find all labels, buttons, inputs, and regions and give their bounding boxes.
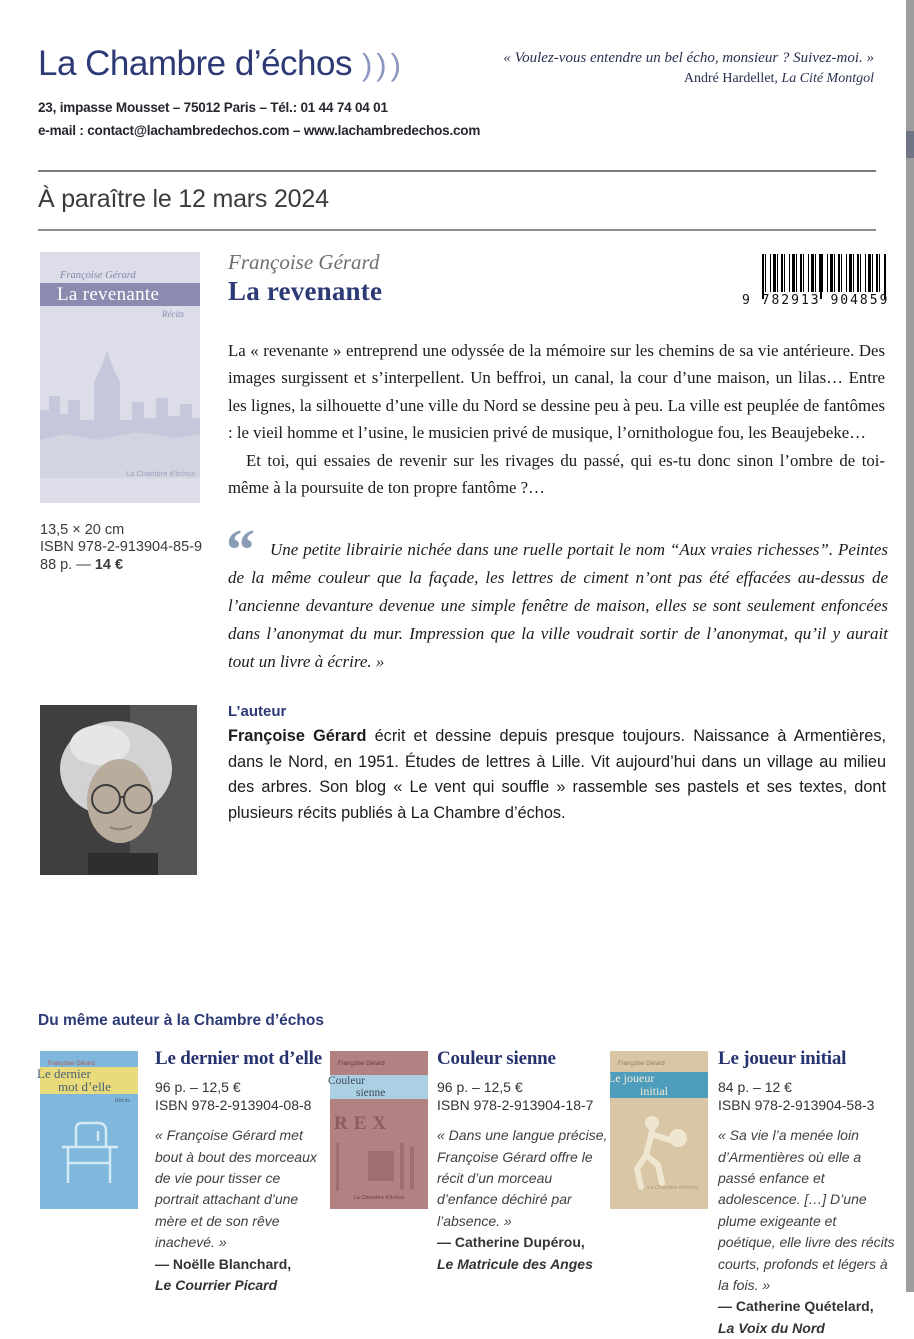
divider-bottom (38, 229, 876, 231)
author-portrait-illustration (40, 705, 197, 875)
backlist-publication: Le Courrier Picard (155, 1277, 278, 1294)
backlist-isbn: ISBN 978-2-913904-08-8 (155, 1096, 312, 1113)
backlist-reviewer: — Catherine Dupérou, (437, 1234, 585, 1251)
epigraph (354, 50, 874, 87)
description-paragraph-1: La « revenante » entreprend une odyssée de la mémoire sur les chemins de sa vie antérieure. Des images surgissent et s’interpellent. Un beffroi, un canal, la cour d’une maison, un lilas… Entre les lignes, la silhouette d’une ville du Nord se dessine peu à peu. La ville est peuplée de fantômes : le vieil homme et l’usine, le musicien privé de musique, l’ornithologue fou, les Beaujebeke… (228, 341, 885, 443)
backlist-pages-price: 96 p. – 12,5 € (437, 1079, 523, 1095)
book-format: 13,5 × 20 cm (40, 522, 125, 538)
publisher-logo (38, 44, 405, 84)
author-bio: Françoise Gérard écrit et dessine depuis presque toujours. Naissance à Armentières, dans le Nord, en 1951. Études de lettres à Lille. Vit aujourd’hui dans un village au milieu des arbres. Son blog « Le vent qui souffle » rassemble ses pastels et ses textes, dont plusieurs récits publiés à La Chambre d’échos. (228, 727, 886, 822)
cover-title-band: Couleur sienne (330, 1075, 428, 1099)
building-sketch (336, 1143, 339, 1191)
cover-author-name: Françoise Gérard (60, 270, 136, 281)
cover-title-band: Le joueur initial (610, 1072, 708, 1098)
book-pages-price: 88 p. — 14 € (40, 556, 124, 573)
cover-author-name: Françoise Gérard (338, 1061, 385, 1067)
publisher-contact-links[interactable]: e-mail : contact@lachambredechos.com – www.lachambredechos.com (38, 123, 481, 138)
barcode-number: 9 782913 904859 (742, 293, 890, 308)
author-photo (40, 705, 197, 875)
publisher-logo-text: La Chambre d’échos (38, 44, 352, 83)
open-quote-icon: “ (226, 517, 255, 582)
backlist-publication: La Voix du Nord (718, 1319, 825, 1336)
backlist-review-quote: « Françoise Gérard met bout à bout des morceaux de vie pour tisser ce portrait attachant d’une mère et de son rêve inachevé. » (155, 1127, 317, 1251)
backlist-cover-couleur-sienne (330, 1051, 428, 1209)
book-isbn: ISBN 978-2-913904-85-9 (40, 539, 203, 556)
backlist-title: Le joueur initial (718, 1048, 847, 1069)
cover-cityscape-illustration (40, 348, 200, 478)
backlist-review-quote: « Sa vie l’a menée loin d’Armentières où elle a passé enfance et adolescence. […] D’une plume exigeante et poétique, elle livre des récits courts, profonds et légers à la fois. » (718, 1127, 895, 1294)
cover-publisher: La Chambre d’échos (126, 469, 196, 478)
epigraph-attribution: André Hardellet, La Cité Montgol (683, 71, 874, 86)
cover-publisher: La Chambre d’échos (353, 1195, 405, 1201)
building-sketch (400, 1143, 404, 1189)
epigraph-quote: « Voulez-vous entendre un bel écho, monsieur ? Suivez-moi. » (503, 50, 874, 66)
backlist-reviewer: — Noëlle Blanchard, (155, 1255, 292, 1272)
divider-top (38, 170, 876, 172)
building-sketch (410, 1147, 414, 1189)
cover-author-name: Françoise Gérard (48, 1061, 95, 1067)
cover-title-band: Le dernier mot d’elle (40, 1067, 138, 1094)
cover-genre: Récits (114, 1098, 130, 1104)
backlist-entry-couleur-sienne (330, 1048, 622, 1292)
author-bio-name: Françoise Gérard (228, 727, 367, 745)
release-date-heading: À paraître le 12 mars 2024 (38, 185, 329, 213)
ean-barcode (742, 252, 892, 308)
cover-title: La revenante (57, 284, 160, 305)
backlist-pages-price: 84 p. – 12 € (718, 1079, 792, 1095)
cover-genre: Récits (162, 309, 184, 319)
backlist-isbn: ISBN 978-2-913904-18-7 (437, 1096, 594, 1113)
backlist-title: Couleur sienne (437, 1048, 556, 1069)
book-specs (40, 522, 202, 574)
backlist-entry-le-joueur-initial (608, 1048, 902, 1336)
sewing-machine-illustration (54, 1113, 126, 1193)
cover-title-band (40, 283, 200, 306)
book-description (228, 337, 885, 501)
book-excerpt: Une petite librairie nichée dans une ruelle portait le nom “Aux vraies richesses”. Peintes de la même couleur que la façade, les lettres de ciment n’ont pas été effacées au-dessus de l’ancienne devanture devenue une simple fenêtre de maison, elles se sont seulement enfoncées dans l’anonymat du mur. Impression que la ville voudrait sortir de l’anonymat, qu’il y aurait tout un livre à écrire. » (228, 540, 888, 671)
backlist-heading: Du même auteur à la Chambre d’échos (38, 1012, 324, 1029)
book-title: La revenante (228, 276, 383, 306)
cover-publisher: La Chambre d’échos (647, 1185, 698, 1191)
scrollbar-thumb[interactable] (906, 131, 914, 158)
rex-cinema-sign: REX (334, 1113, 393, 1134)
building-sketch (368, 1151, 394, 1181)
backlist-publication: Le Matricule des Anges (437, 1255, 593, 1272)
backlist-reviewer: — Catherine Quételard, (718, 1298, 874, 1315)
backlist-isbn: ISBN 978-2-913904-58-3 (718, 1096, 875, 1113)
author-section-heading: L’auteur (228, 703, 287, 720)
book-author: Françoise Gérard (228, 250, 380, 274)
description-paragraph-2: Et toi, qui essaies de revenir sur les rivages du passé, qui es-tu donc sinon l’ombre de toi-même à la poursuite de ton propre fantôme ?… (228, 450, 885, 498)
window-edge-scrollbar[interactable] (906, 0, 914, 1292)
backlist-cover-le-joueur-initial (610, 1051, 708, 1209)
publisher-address: 23, impasse Mousset – 75012 Paris – Tél.: 01 44 74 04 01 (38, 100, 388, 115)
backlist-cover-le-dernier-mot-delle (37, 1051, 138, 1209)
echo-waves-icon: ))) (361, 47, 405, 82)
backlist-review-quote: « Dans une langue précise, Françoise Gérard offre le récit d’un morceau d’enfance déchiré par l’absence. » (437, 1127, 608, 1229)
epigraph-work-title: La Cité Montgol (781, 71, 874, 86)
cover-author-name: Françoise Gérard (618, 1061, 665, 1067)
book-price: 14 € (94, 556, 124, 573)
backlist-entry-le-dernier-mot-delle (37, 1048, 332, 1294)
book-cover-la-revenante (40, 252, 200, 503)
backlist-title: Le dernier mot d’elle (155, 1048, 322, 1069)
backlist-pages-price: 96 p. – 12,5 € (155, 1079, 241, 1095)
barcode-bars (762, 254, 886, 292)
